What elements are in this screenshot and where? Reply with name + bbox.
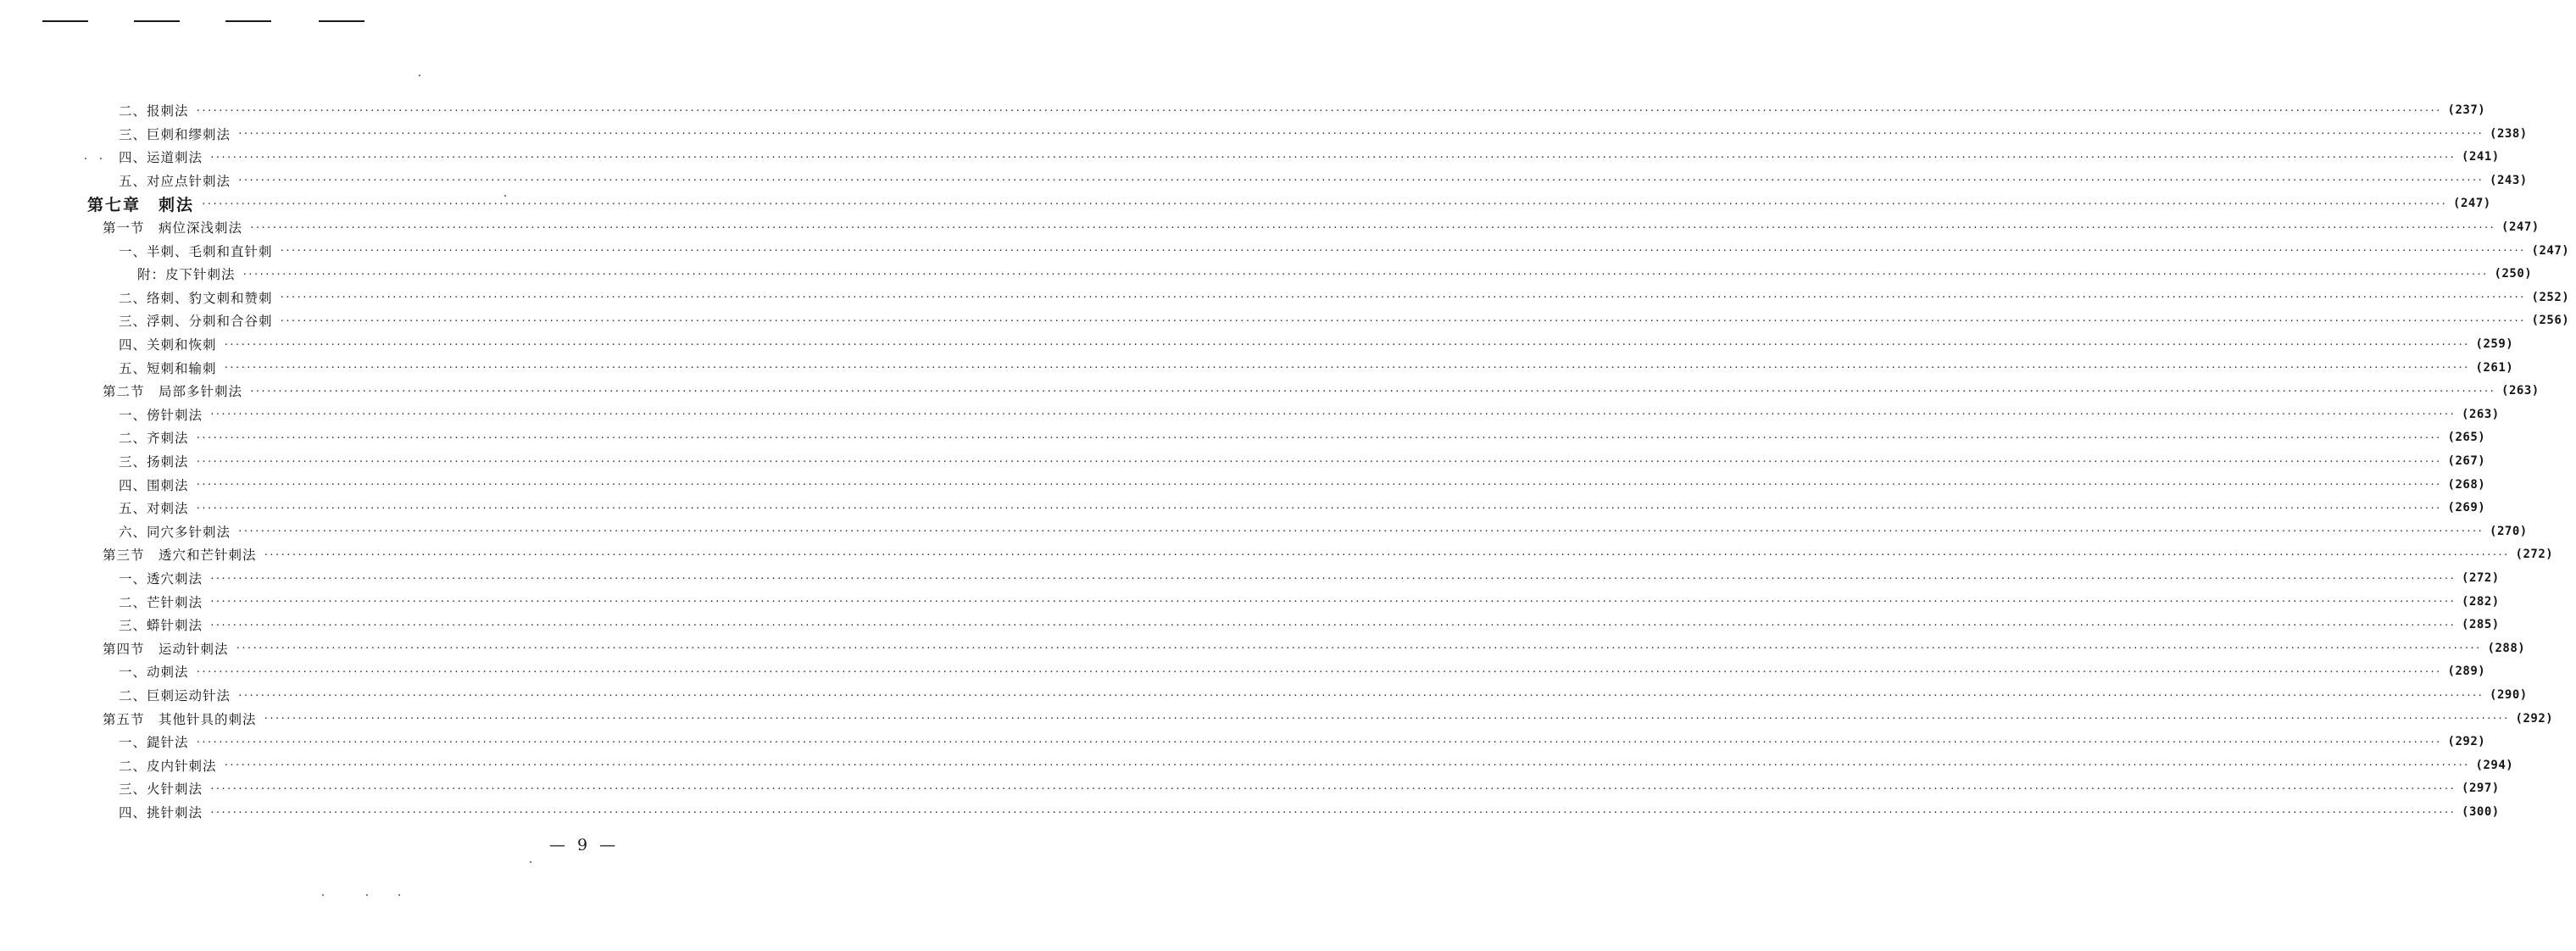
toc-entry[interactable] <box>0 450 2486 472</box>
toc-entry-page: (263) <box>2501 384 2540 398</box>
toc-entry-page: (292) <box>2515 711 2554 726</box>
toc-entry-title: 五、对应点针刺法 <box>119 173 231 189</box>
toc-entry-title: 四、围刺法 <box>119 477 189 493</box>
dot-leader: ················································································································································································································································································································································································································ <box>237 175 2484 186</box>
dot-leader: ················································································································································································································································································································································································································ <box>209 782 2456 794</box>
toc-entry-title: 一、半刺、毛刺和直针刺 <box>119 243 273 259</box>
toc-entry-title: 四、挑针刺法 <box>119 805 203 820</box>
toc-entry[interactable] <box>0 777 2500 799</box>
toc-entry-title: 三、巨刺和缪刺法 <box>119 126 231 142</box>
toc-entry-page: (285) <box>2462 618 2500 632</box>
toc-entry[interactable] <box>0 637 2526 659</box>
toc-entry-page: (267) <box>2447 454 2486 468</box>
dot-leader: ················································································································································································································································································································································································································ <box>263 713 2509 725</box>
toc-entry-page: (247) <box>2453 197 2491 211</box>
scan-speck <box>419 75 420 76</box>
toc-entry[interactable] <box>0 520 2528 542</box>
toc-entry-page: (272) <box>2515 548 2554 562</box>
dot-leader: ················································································································································································································································································································································································································ <box>195 479 2441 491</box>
toc-entry-title: 三、浮刺、分刺和合谷刺 <box>119 314 273 330</box>
toc-entry-title: 四、关刺和恢刺 <box>119 337 217 353</box>
dot-leader: ················································································································································································································································································································································································································ <box>279 314 2525 326</box>
toc-entry-page: (272) <box>2462 571 2500 585</box>
toc-entry[interactable] <box>0 801 2500 823</box>
toc-entry-page: (237) <box>2447 103 2486 117</box>
toc-entry-title: 第三节 透穴和芒针刺法 <box>103 548 257 564</box>
toc-entry[interactable] <box>0 403 2500 425</box>
toc-entry-page: (247) <box>2501 220 2540 234</box>
toc-entry-page: (268) <box>2447 477 2486 492</box>
toc-entry[interactable] <box>0 146 2500 168</box>
toc-entry[interactable] <box>0 426 2486 448</box>
toc-entry-title: 二、芒针刺法 <box>119 594 203 610</box>
toc-entry-page: (292) <box>2447 735 2486 749</box>
toc-entry-title: 三、火针刺法 <box>119 781 203 798</box>
toc-entry-page: (247) <box>2531 243 2570 258</box>
dot-leader: ················································································································································································································································································································································································································ <box>263 548 2509 560</box>
dot-leader: ················································································································································································································································································································································································································ <box>201 197 2447 209</box>
toc-entry[interactable] <box>0 333 2514 355</box>
toc-entry-page: (256) <box>2531 314 2570 328</box>
dot-leader: ················································································································································································································································································································································································································ <box>195 736 2441 748</box>
toc-entry[interactable] <box>0 123 2528 145</box>
top-rule <box>42 20 88 22</box>
toc-entry[interactable] <box>0 567 2500 589</box>
toc-entry-title: 五、对刺法 <box>119 501 189 517</box>
dot-leader: ················································································································································································································································································································································································································ <box>237 526 2484 537</box>
toc-entry-page: (294) <box>2475 758 2514 772</box>
toc-entry-title: 第一节 病位深浅刺法 <box>103 220 243 236</box>
toc-entry-title: 二、报刺法 <box>119 103 189 119</box>
dot-leader: ················································································································································································································································································································································································································ <box>242 268 2488 280</box>
top-rule <box>225 20 271 22</box>
toc-entry-title: 五、短刺和输刺 <box>119 360 217 376</box>
toc-entry-title: 二、齐刺法 <box>119 431 189 447</box>
toc-entry[interactable] <box>0 263 2533 285</box>
toc-entry-page: (290) <box>2490 688 2528 702</box>
toc-entry-title: 一、透穴刺法 <box>119 571 203 587</box>
scan-speck <box>398 894 400 896</box>
dot-leader: ················································································································································································································································································································································································································ <box>195 431 2441 443</box>
scan-speck <box>366 894 368 896</box>
dot-leader: ················································································································································································································································································································································································································ <box>195 104 2441 116</box>
toc-entry[interactable] <box>0 591 2500 613</box>
dot-leader: ················································································································································································································································································································································································································ <box>249 385 2495 397</box>
dot-leader: ················································································································································································································································································································································································································ <box>195 502 2441 514</box>
top-rule <box>319 20 364 22</box>
toc-entry-page: (252) <box>2531 290 2570 304</box>
dot-leader: ················································································································································································································································································································································································································ <box>195 455 2441 467</box>
dot-leader: ················································································································································································································································································································································································································ <box>195 665 2441 677</box>
toc-entry-page: (297) <box>2462 781 2500 796</box>
toc-entry-title: 第二节 局部多针刺法 <box>103 384 243 400</box>
toc-entry-page: (243) <box>2490 173 2528 187</box>
dot-leader: ················································································································································································································································································································································································································ <box>237 128 2484 140</box>
toc-entry-title: 四、运道刺法 <box>119 150 203 166</box>
toc-entry-title: 三、蟒针刺法 <box>119 618 203 634</box>
scan-speck <box>322 894 324 896</box>
toc-entry[interactable] <box>0 192 2491 214</box>
toc-entry[interactable] <box>0 684 2528 706</box>
toc-entry[interactable] <box>0 708 2554 730</box>
toc-entry[interactable] <box>0 543 2554 565</box>
toc-entry-page: (270) <box>2490 524 2528 538</box>
toc-entry-page: (282) <box>2462 594 2500 609</box>
toc-entry[interactable] <box>0 170 2528 192</box>
toc-entry[interactable] <box>0 660 2486 682</box>
toc-entry[interactable] <box>0 380 2540 402</box>
toc-entry[interactable] <box>0 497 2486 519</box>
toc-entry[interactable] <box>0 216 2540 238</box>
scan-speck <box>530 861 531 863</box>
toc-entry[interactable] <box>0 474 2486 496</box>
toc-entry[interactable] <box>0 614 2500 636</box>
toc-entry-page: (241) <box>2462 150 2500 164</box>
top-rule <box>134 20 180 22</box>
dot-leader: ················································································································································································································································································································································································································ <box>209 619 2456 631</box>
toc-entry-title: 第四节 运动针刺法 <box>103 641 229 657</box>
dot-leader: ················································································································································································································································································································································································································ <box>223 362 2469 374</box>
toc-entry-page: (265) <box>2447 431 2486 445</box>
toc-entry[interactable] <box>0 286 2570 309</box>
dot-leader: ················································································································································································································································································································································································································ <box>209 596 2456 608</box>
toc-entry-page: (259) <box>2475 337 2514 351</box>
toc-entry-page: (250) <box>2494 267 2533 281</box>
dot-leader: ················································································································································································································································································································································································································ <box>209 806 2456 818</box>
dot-leader: ················································································································································································································································································································································································································ <box>209 151 2456 163</box>
toc-entry-page: (261) <box>2475 360 2514 375</box>
toc-entry-page: (289) <box>2447 665 2486 679</box>
toc-entry-title: 二、巨刺运动针法 <box>119 688 231 704</box>
toc-entry-title: 第七章 刺法 <box>87 195 195 214</box>
toc-entry[interactable] <box>0 731 2486 753</box>
toc-entry-page: (288) <box>2487 641 2526 655</box>
toc-entry[interactable] <box>0 754 2514 776</box>
toc-entry-title: 第五节 其他针具的刺法 <box>103 711 257 727</box>
dot-leader: ················································································································································································································································································································································································································ <box>209 409 2456 420</box>
toc-entry-title: 一、动刺法 <box>119 665 189 681</box>
dot-leader: ················································································································································································································································································································································································································ <box>235 642 2481 654</box>
toc-entry-title: 二、皮内针刺法 <box>119 758 217 774</box>
dot-leader: ················································································································································································································································································································································································································ <box>209 572 2456 584</box>
dot-leader: ················································································································································································································································································································································································································ <box>279 292 2525 303</box>
dot-leader: ················································································································································································································································································································································································································ <box>223 338 2469 350</box>
dot-leader: ················································································································································································································································································································································································································ <box>237 689 2484 701</box>
toc-entry[interactable] <box>0 99 2486 121</box>
toc-entry-title: 六、同穴多针刺法 <box>119 524 231 540</box>
toc-entry-title: 一、鍉针法 <box>119 735 189 751</box>
toc-entry-title: 三、扬刺法 <box>119 454 189 470</box>
toc-entry[interactable] <box>0 240 2570 262</box>
dot-leader: ················································································································································································································································································································································································································ <box>223 759 2469 771</box>
toc-entry-page: (269) <box>2447 501 2486 515</box>
toc-entry-page: (263) <box>2462 407 2500 421</box>
toc-entry-title: 二、络刺、豹文刺和赞刺 <box>119 290 273 306</box>
toc-entry-page: (238) <box>2490 126 2528 141</box>
page-number: — 9 — <box>549 836 620 854</box>
toc-entry-title: 一、傍针刺法 <box>119 407 203 423</box>
toc-entry-title: 附：皮下针刺法 <box>137 267 236 283</box>
dot-leader: ················································································································································································································································································································································································································ <box>249 221 2495 233</box>
dot-leader: ················································································································································································································································································································································································································ <box>279 245 2525 257</box>
toc-entry[interactable] <box>0 357 2514 379</box>
toc-entry-page: (300) <box>2462 805 2500 819</box>
toc-entry[interactable] <box>0 309 2570 331</box>
